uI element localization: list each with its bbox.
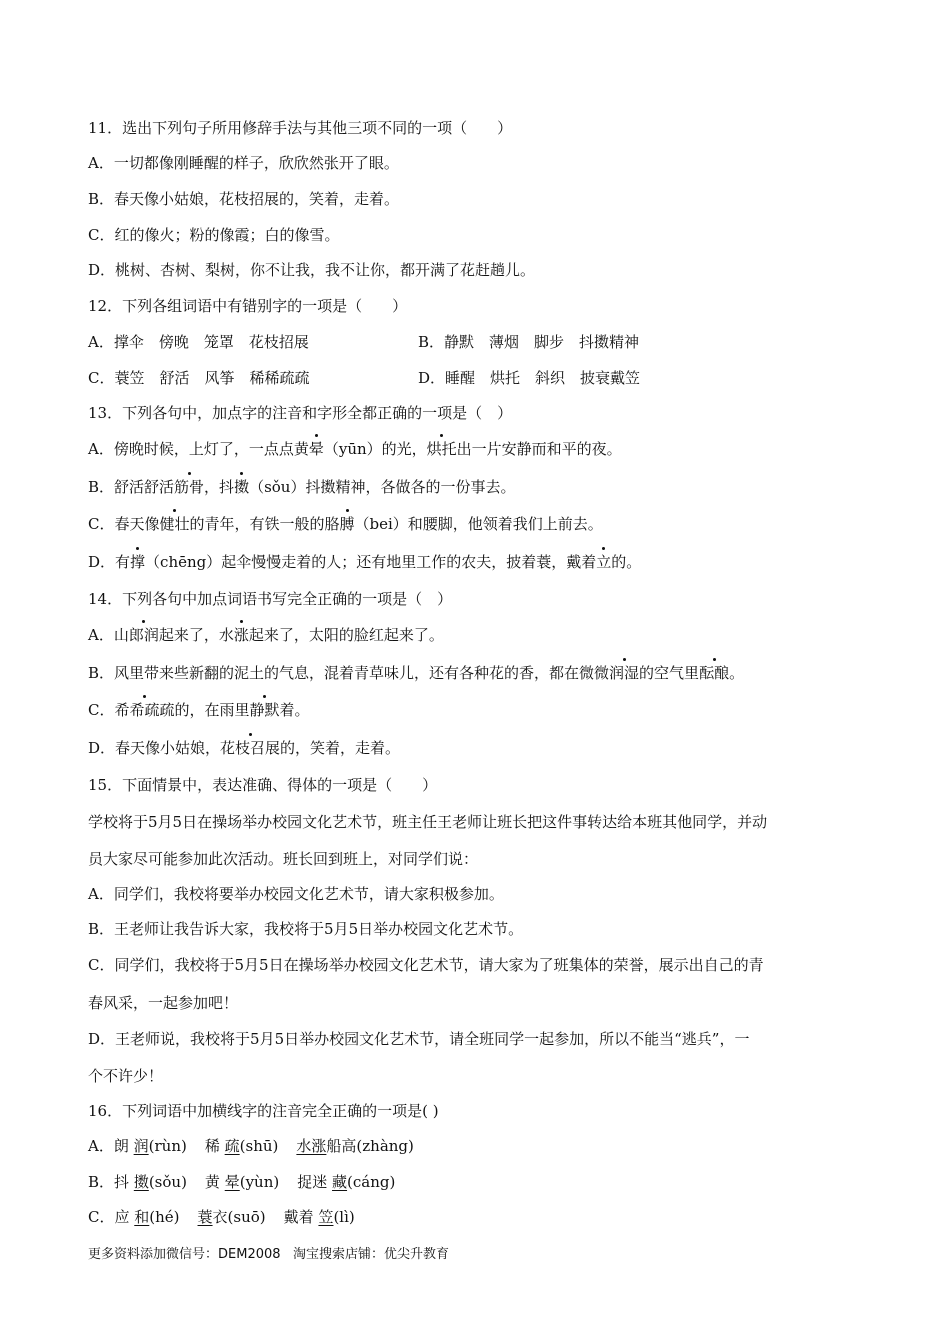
q15-option-d-line-1: D．王老师说，我校将于5月5日举办校园文化艺术节，请全班同学一起参加，所以不能当“逃兵”，一 <box>88 1030 750 1048</box>
q13-option-a: A．傍晚时候，上灯了，一点点黄晕（yūn）的光，烘托出一片安静而和平的夜。 <box>88 440 622 458</box>
dotted-text: 润湿 <box>609 664 640 682</box>
dotted-text: 希希疏疏 <box>114 701 175 719</box>
q12-option-d: D．睡醒 烘托 斜织 披衰戴笠 <box>418 369 641 387</box>
q12-stem: 12．下列各组词语中有错别字的一项是（ ） <box>88 297 408 315</box>
dotted-text: 烘托 <box>426 440 457 458</box>
q13-option-c: C．春天像健壮的青年，有铁一般的胳膊（bei）和腰脚，他领着我们上前去。 <box>88 515 603 533</box>
q12-option-c: C．蓑笠 舒活 风筝 稀稀疏疏 <box>88 369 310 387</box>
dotted-text: 立 <box>596 553 612 571</box>
underlined-text: 晕 <box>224 1173 240 1191</box>
q13-option-b: B．舒活舒活筋骨，抖擞（sǒu）抖擞精神，各做各的一份事去。 <box>88 478 516 496</box>
underlined-text: 笠 <box>318 1208 334 1226</box>
underlined-text: 藏 <box>332 1173 348 1191</box>
dotted-text: 静默 <box>249 701 280 719</box>
q15-option-c-line-1: C．同学们，我校将于5月5日在操场举办校园文化艺术节，请大家为了班集体的荣誉，展示出自己的青 <box>88 956 764 974</box>
q12-option-b: B．静默 薄烟 脚步 抖擞精神 <box>418 333 640 351</box>
underlined-text: 蓑 <box>197 1208 213 1226</box>
q14-option-a: A．山郎润起来了，水涨起来了，太阳的脸红起来了。 <box>88 626 444 644</box>
dotted-text: 筋骨 <box>174 478 205 496</box>
q14-option-b: B．风里带来些新翻的泥土的气息，混着青草味儿，还有各种花的香，都在微微润湿的空气里酝酿。 <box>88 664 745 682</box>
q14-stem: 14．下列各句中加点词语书写完全正确的一项是（ ） <box>88 590 453 608</box>
q16-option-a: A．朗 润(rùn) 稀 疏(shū) 水涨船高(zhàng) <box>88 1137 414 1155</box>
dotted-text: 酝酿 <box>699 664 730 682</box>
dotted-text: 晕 <box>308 440 324 458</box>
q15-option-a: A．同学们，我校将要举办校园文化艺术节，请大家积极参加。 <box>88 885 504 903</box>
q15-stem: 15．下面情景中，表达准确、得体的一项是（ ） <box>88 776 438 794</box>
q15-option-b: B．王老师让我告诉大家，我校将于5月5日举办校园文化艺术节。 <box>88 920 524 938</box>
q15-option-d-line-2: 个不许少！ <box>88 1067 164 1085</box>
q15-context-line-2: 员大家尽可能参加此次活动。班长回到班上，对同学们说： <box>88 850 479 868</box>
underlined-text: 润 <box>133 1137 149 1155</box>
q15-context-line-1: 学校将于5月5日在操场举办校园文化艺术节，班主任王老师让班长把这件事转达给本班其他同学，并动 <box>88 813 768 831</box>
footer <box>88 1246 449 1264</box>
q13-option-d: D．有撑（chēng）起伞慢慢走着的人；还有地里工作的农夫，披着蓑，戴着立的。 <box>88 553 642 571</box>
q11-stem: 11．选出下列句子所用修辞手法与其他三项不同的一项（ ） <box>88 119 513 137</box>
q11-option-d: D．桃树、杏树、梨树，你不让我，我不让你，都开满了花赶趟儿。 <box>88 261 536 279</box>
dotted-text: 涨 <box>233 626 249 644</box>
dotted-text: 撑 <box>130 553 146 571</box>
underlined-text: 水涨 <box>296 1137 327 1155</box>
q12-option-a: A．撑伞 傍晚 笼罩 花枝招展 <box>88 333 309 351</box>
q16-option-c: C．应 和(hé) 蓑衣(suō) 戴着 笠(lì) <box>88 1208 355 1226</box>
q13-stem: 13．下列各句中，加点字的注音和字形全都正确的一项是（ ） <box>88 404 513 422</box>
dotted-text: 健壮 <box>159 515 190 533</box>
footer-shop: 淘宝搜索店铺：优尖升教育 <box>292 1247 449 1262</box>
q11-option-b: B．春天像小姑娘，花枝招展的，笑着，走着。 <box>88 190 400 208</box>
q11-option-c: C．红的像火；粉的像霞；白的像雪。 <box>88 226 340 244</box>
q11-option-a: A．一切都像刚睡醒的样子，欣欣然张开了眼。 <box>88 154 399 172</box>
underlined-text: 和 <box>134 1208 150 1226</box>
q16-stem: 16．下列词语中加横线字的注音完全正确的一项是( ) <box>88 1102 439 1120</box>
q14-option-d: D．春天像小姑娘，花枝召展的，笑着，走着。 <box>88 739 401 757</box>
underlined-text: 疏 <box>224 1137 240 1155</box>
q15-option-c-line-2: 春风采，一起参加吧！ <box>88 994 239 1012</box>
dotted-text: 膊 <box>339 515 355 533</box>
q14-option-c: C．希希疏疏的，在雨里静默着。 <box>88 701 310 719</box>
underlined-text: 擞 <box>133 1173 149 1191</box>
dotted-text: 郎润 <box>128 626 159 644</box>
dotted-text: 花枝召展 <box>220 739 281 757</box>
footer-wechat: 更多资料添加微信号：DEM2008 <box>88 1247 281 1262</box>
dotted-text: 擞 <box>234 478 250 496</box>
q16-option-b: B．抖 擞(sǒu) 黄 晕(yùn) 捉迷 藏(cáng) <box>88 1173 396 1191</box>
